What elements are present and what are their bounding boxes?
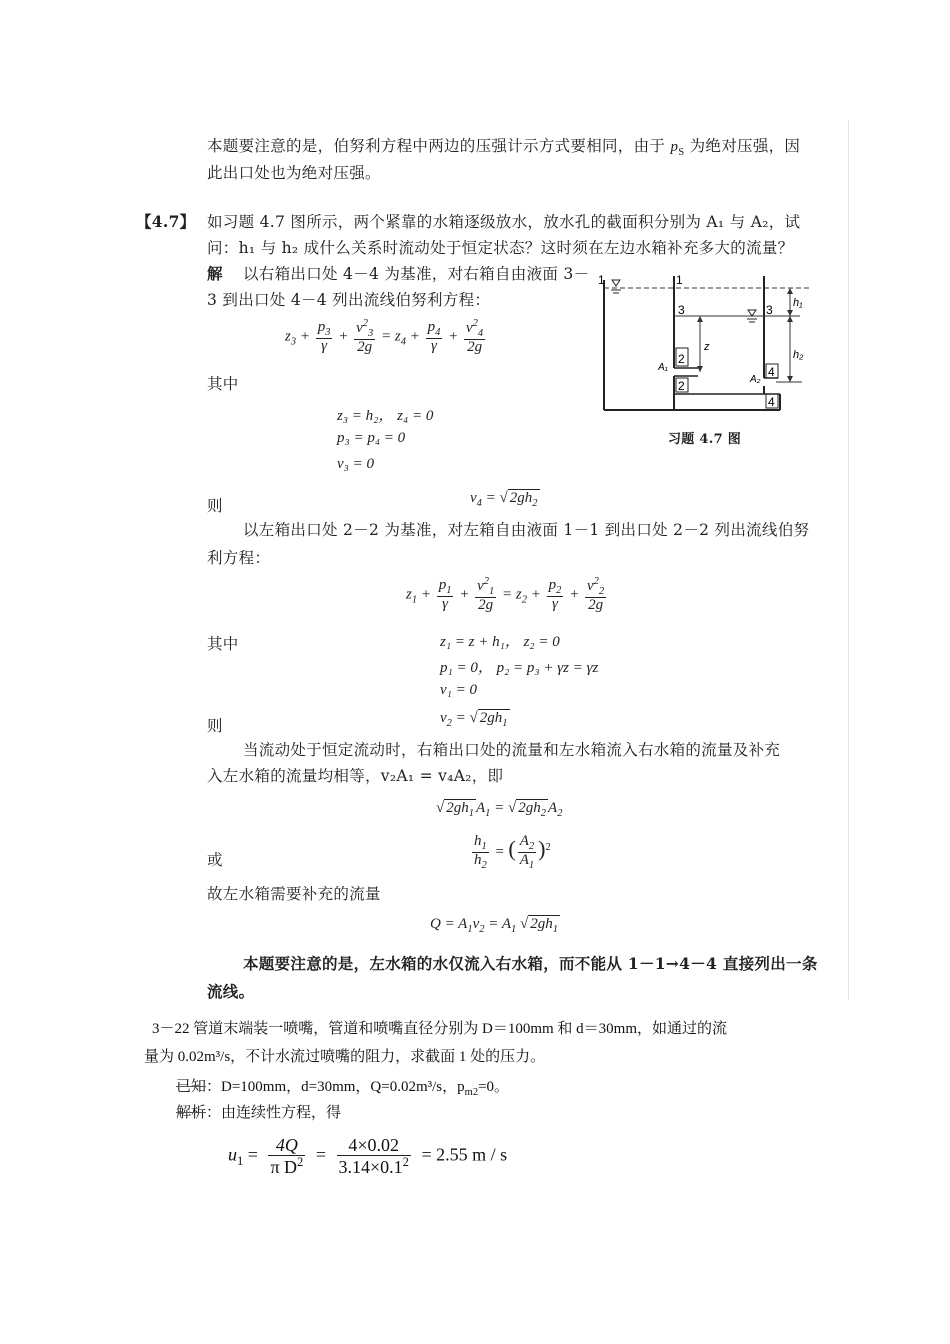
known-label: 已知: [176, 1079, 207, 1095]
eq-Q: $Q = A_1v_2 = A_1$ √ $2gh_1$: [430, 916, 559, 935]
solution-label: 解: [207, 264, 223, 283]
solution-line1: 以右箱出口处 4－4 为基准，对右箱自由液面 3－: [243, 265, 590, 283]
analysis-label: 解析: [176, 1105, 207, 1121]
eq-p3-p4: p₃ = p₄ = 0: [337, 430, 406, 446]
fig-label-2b: 2: [678, 379, 685, 393]
problem-tag: 【4.7】: [136, 212, 196, 231]
eq-flow-equal: √ $2gh_1$ $A_1$ = √ $2gh_2$ $A_2$: [436, 800, 563, 819]
para4: 故左水箱需要补充的流量: [207, 885, 381, 903]
fig-label-h2: h₂: [793, 349, 804, 361]
problem-line2: 问：h₁ 与 h₂ 成什么关系时流动处于恒定状态？这时须在左边水箱补充多大的流量？: [207, 239, 794, 257]
eq-z3-z4: z₃ = h₂， z₄ = 0: [337, 408, 434, 424]
eq-z1-z2: z₁ = z + h₁， z₂ = 0: [440, 634, 560, 650]
eq-v1: v₁ = 0: [440, 682, 477, 698]
or-label: 或: [207, 851, 223, 869]
para3-line1: 当流动处于恒定流动时，右箱出口处的流量和左水箱流入右水箱的流量及补充: [243, 741, 781, 759]
bernoulli-eq-1-2: $z_1$ + $\frac{p_1}{\gamma}$ + $\frac{v^2_1}{2g}$ = $z_2$ + $\frac{p_2}{\gamma}$ + $\frac{v^2_2}{2g}$: [406, 576, 605, 614]
figure-caption: 习题 4.7 图: [668, 432, 742, 447]
word-analysis-line: 解析：由连续性方程，得: [176, 1105, 342, 1121]
fig-label-2a: 2: [678, 352, 685, 366]
top-note-line2: 此出口处也为绝对压强。: [207, 164, 381, 182]
word-known-line: 已知：D=100mm，d=30mm，Q=0.02m³/s，$p_{m2}=0$。: [176, 1079, 510, 1098]
fig-label-3a: 3: [678, 303, 685, 317]
eq-v2: $v_2$ = √ $2gh_1$: [440, 710, 508, 729]
word-problem-line2: 量为 0.02m³/s，不计水流过喷嘴的阻力，求截面 1 处的压力。: [144, 1049, 546, 1065]
end-note-line2: 流线。: [207, 982, 255, 1001]
then-label-1: 则: [207, 497, 223, 515]
fig-label-h1: h₁: [793, 297, 803, 309]
eq-h-ratio: $\frac{h_1}{h_2}$ = ( $\frac{A_2}{A_1}$ )$^2$: [474, 833, 551, 872]
scan-page-edge: [848, 120, 849, 1000]
fig-label-3b: 3: [766, 303, 773, 317]
figure-two-tanks: [590, 268, 820, 453]
end-note-line1: 本题要注意的是，左水箱的水仅流入右水箱，而不能从 1－1→4－4 直接列出一条: [243, 954, 818, 973]
eq-v3: v₃ = 0: [337, 456, 374, 472]
top-note-line1: 本题要注意的是，伯努利方程中两边的压强计示方式要相同，由于 $p_S$ 为绝对压强，因: [207, 137, 801, 158]
fig-label-1b: 1: [676, 273, 683, 287]
fig-label-1a: 1: [598, 273, 605, 287]
eq-v4: $v_4$ = √ $2gh_2$: [470, 490, 538, 509]
fig-label-A1: A₁: [658, 362, 668, 373]
para2-line1: 以左箱出口处 2－2 为基准，对左箱自由液面 1－1 到出口处 2－2 列出流线伯努: [243, 521, 810, 539]
para2-line2: 利方程：: [207, 549, 271, 567]
bernoulli-eq-3-4: $z_3$ + $\frac{p_3}{\gamma}$ + $\frac{v^2_3}{2g}$ = $z_4$ + $\frac{p_4}{\gamma}$ + $\frac{v^2_4}{2g}$: [285, 318, 484, 356]
word-problem-line1: 3－22 管道末端装一喷嘴，管道和喷嘴直径分别为 D＝100mm 和 d＝30mm，如通过的流: [152, 1021, 728, 1037]
fig-label-A2: A₂: [750, 374, 761, 385]
solution-line2: 3 到出口处 4－4 列出流线伯努利方程：: [207, 291, 491, 309]
where-label-1: 其中: [207, 375, 239, 393]
then-label-2: 则: [207, 717, 223, 735]
eq-p1-p2: p₁ = 0， p₂ = p₃ + γz = γz: [440, 660, 599, 676]
para3-line2: 入左水箱的流量均相等，v₂A₁ = v₄A₂，即: [207, 767, 504, 785]
fig-label-z: z: [704, 341, 710, 353]
eq-u1: $u_1$ = $\frac{4Q}{\pi D^2}$ = $\frac{4\times 0.02}{3.14\times 0.1^2}$ = 2.55 m / s: [228, 1135, 508, 1177]
fig-label-4b: 4: [768, 395, 775, 409]
fig-label-4a: 4: [768, 365, 775, 379]
problem-line1: 如习题 4.7 图所示，两个紧靠的水箱逐级放水，放水孔的截面积分别为 A₁ 与 A₂，试: [207, 213, 801, 231]
where-label-2: 其中: [207, 635, 239, 653]
